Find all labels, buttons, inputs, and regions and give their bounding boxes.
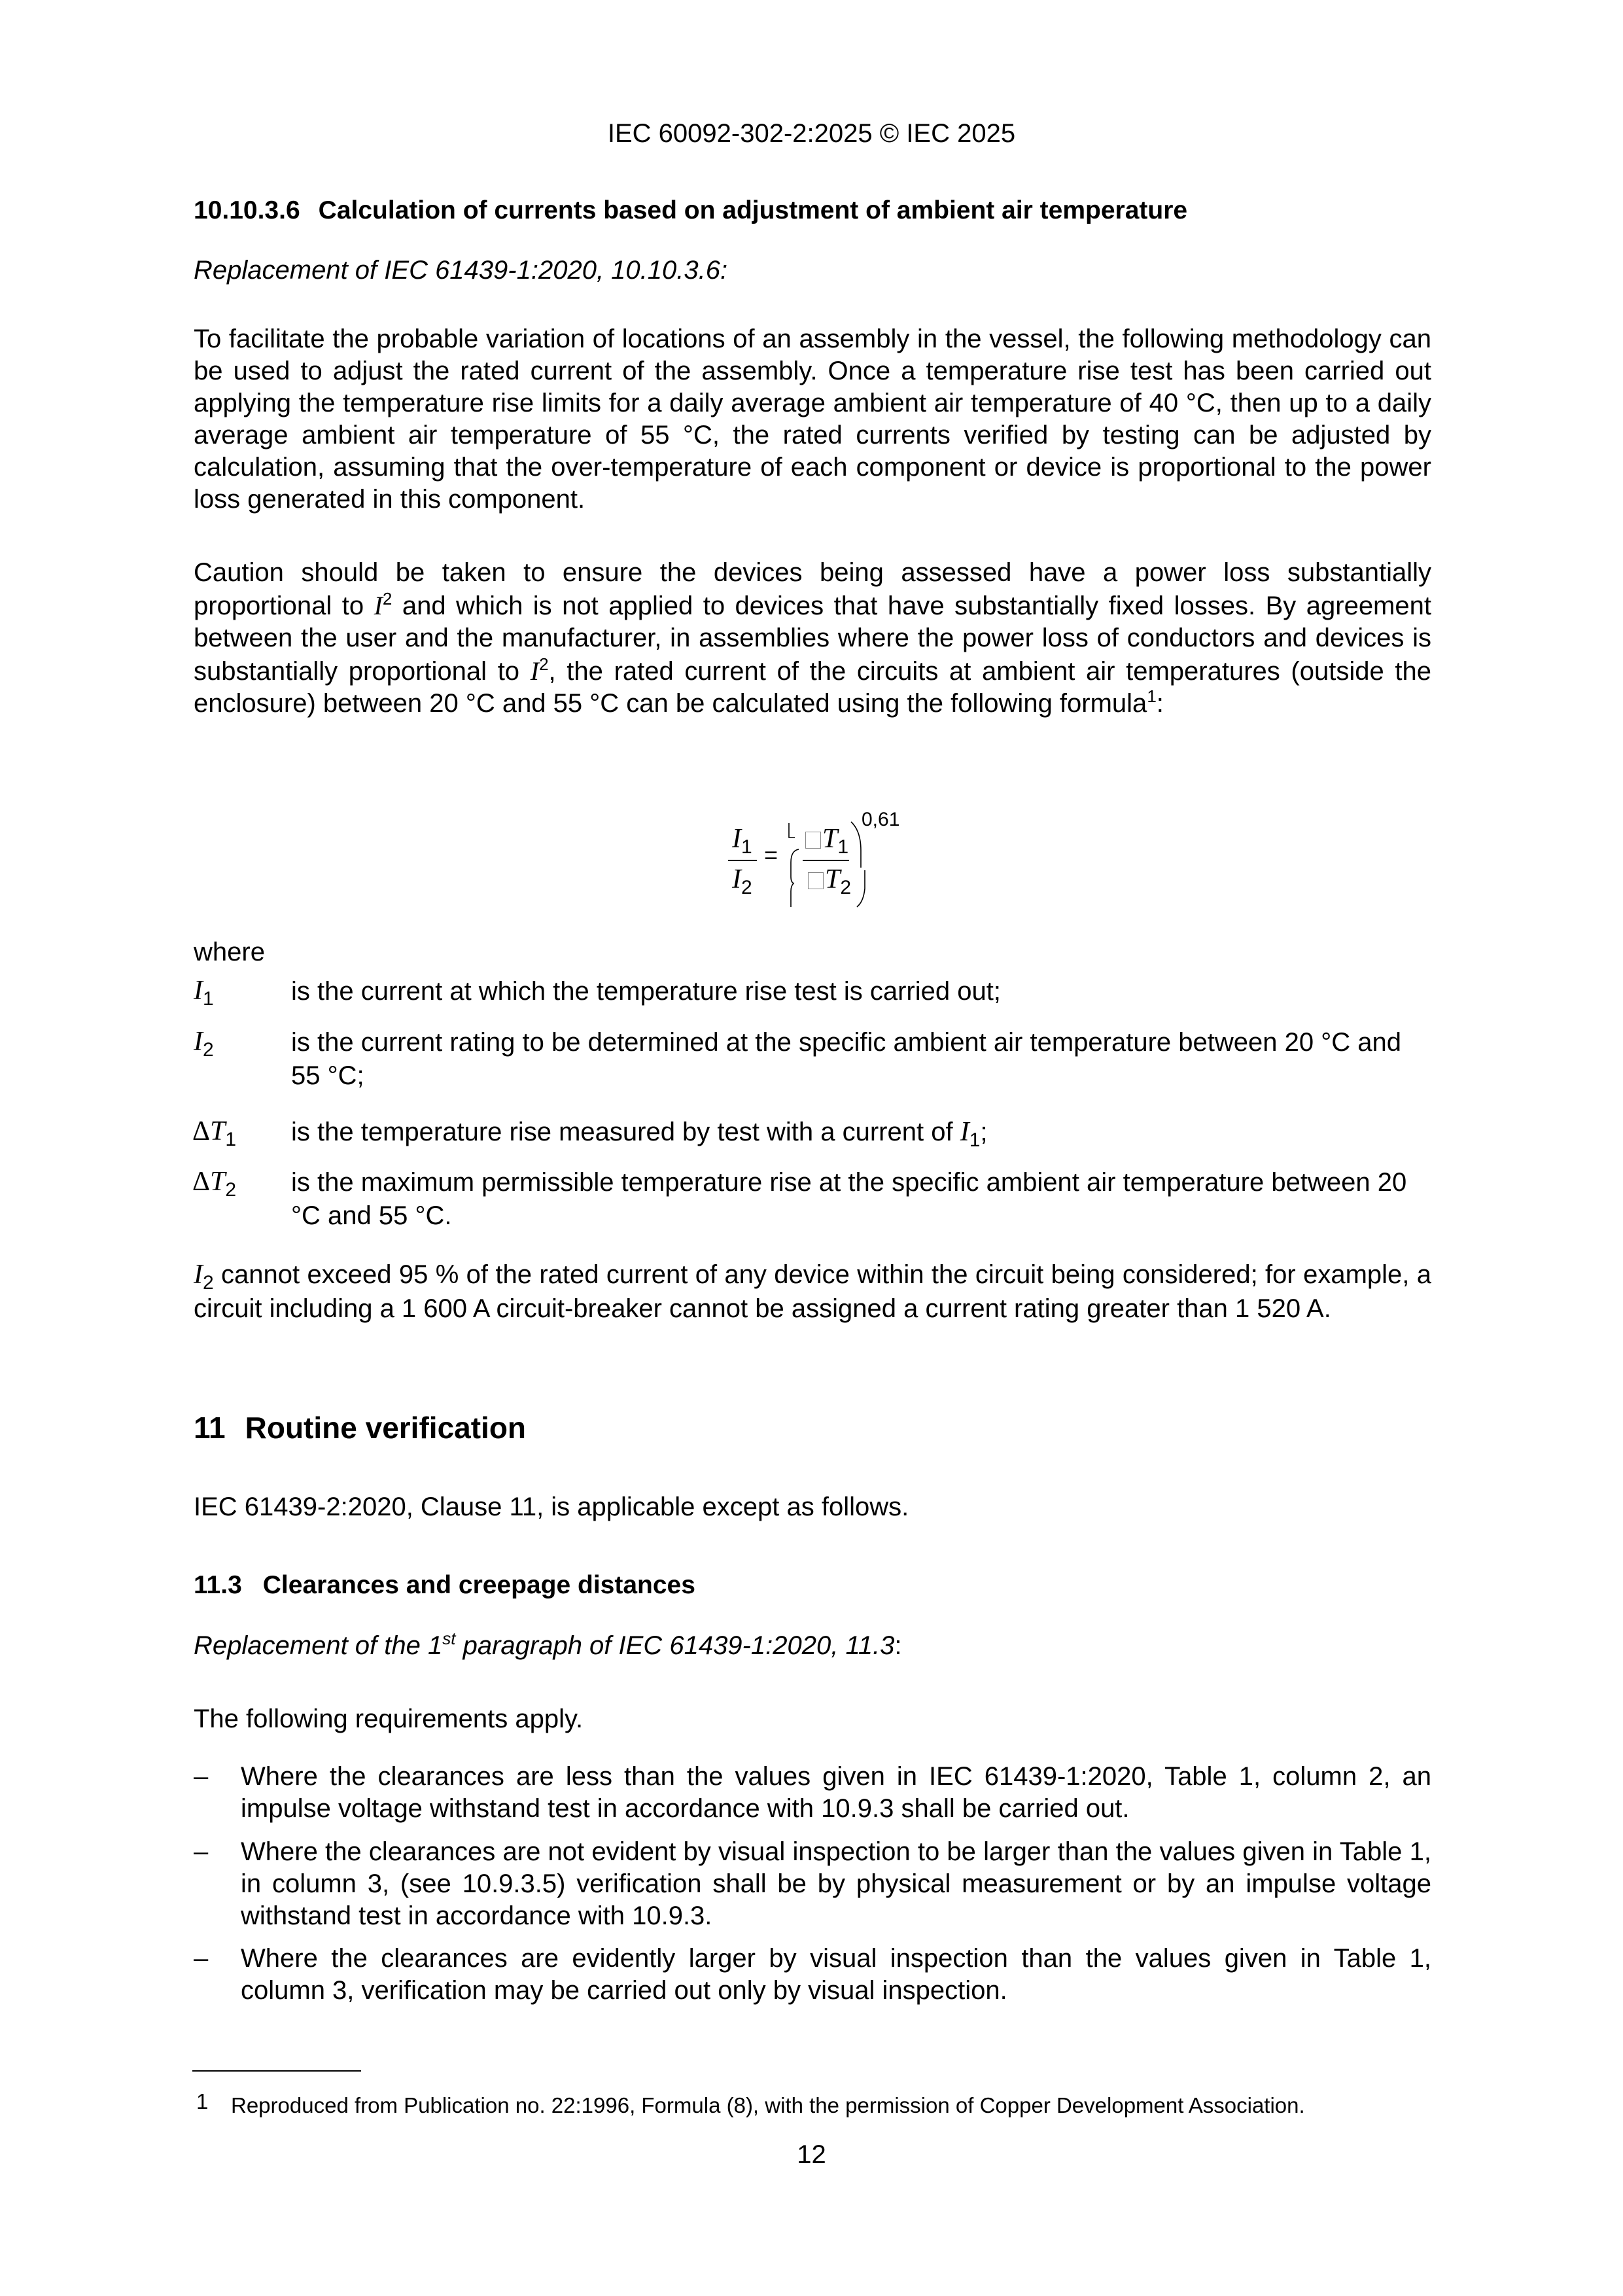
section-heading-11 <box>194 1409 1431 1446</box>
running-header: IEC 60092-302-2:2025 © IEC 2025 <box>607 119 1016 148</box>
formula-lhs-numerator: $I_1$ <box>732 824 752 858</box>
symbol-current: I <box>374 590 383 620</box>
definition-term: $\Delta T_2$ <box>192 1167 237 1201</box>
text-run: Replacement of the 1 <box>194 1631 443 1660</box>
footnote-text: Reproduced from Publication no. 22:1996, Formula (8), with the permission of Copper Development Association. <box>231 2093 1305 2117</box>
section-heading-11-3 <box>194 1569 1431 1601</box>
section-number: 10.10.3.6 <box>194 196 300 224</box>
text-run: and which is not applied to devices that have substantially fixed losses. By agreement between the user and the manufacturer, in assemblies where the power loss of conductors and devices is substantially proportional to <box>194 591 1431 686</box>
text-run: cannot exceed 95 % of the rated current of any device within the circuit being considered; for example, a circuit including a 1 600 A circuit-breaker cannot be assigned a current rating greater than 1 520 A. <box>194 1260 1431 1323</box>
replacement-note: Replacement of IEC 61439-1:2020, 10.10.3.6: <box>194 256 728 285</box>
section-heading-10-10-3-6 <box>194 194 1431 226</box>
superscript: 2 <box>539 654 549 674</box>
section-title: Routine verification <box>245 1411 527 1445</box>
text-run: , the rated current of the circuits at ambient air temperatures (outside the enclosure) between 20 °C and 55 °C can be calculated using the following formula <box>194 656 1431 718</box>
formula-equals: = <box>764 841 778 868</box>
text-run: paragraph of IEC 61439-1:2020, 11.3 <box>455 1631 895 1660</box>
definition-term: $\Delta T_1$ <box>192 1116 237 1150</box>
paragraph-caution <box>194 557 1431 720</box>
formula-rhs-numerator: $T_1$ <box>805 823 848 855</box>
missing-glyph-delta-icon <box>808 872 824 889</box>
list-dash: – <box>194 1762 209 1791</box>
text-run: Caution should be taken to ensure the devices being assessed have a power loss substantially proportional to <box>194 558 1431 620</box>
clause-11-intro: IEC 61439-2:2020, Clause 11, is applicable except as follows. <box>194 1492 909 1521</box>
text-run: : <box>894 1631 902 1660</box>
replacement-note <box>194 1630 1431 1662</box>
where-label: where <box>194 938 265 966</box>
paragraph-methodology: To facilitate the probable variation of locations of an assembly in the vessel, the following methodology can be used to adjust the rated current of the assembly. Once a temperature rise test has been carried out applying the temperature rise limits for a daily average ambient air temperature of 40 °C, then up to a daily average ambient air temperature of 55 °C, the rated currents verified by testing can be adjusted by calculation, assuming that the over-temperature of each component or device is proportional to the power loss generated in this component. <box>194 325 1431 514</box>
page-number: 12 <box>797 2140 826 2169</box>
footnote-reference[interactable]: 1 <box>1147 686 1157 706</box>
formula-exponent: 0,61 <box>862 809 900 830</box>
formula-lhs-denominator: $I_2$ <box>732 864 752 898</box>
subscript: 2 <box>203 1272 214 1294</box>
definition-text: is the current at which the temperature rise test is carried out; <box>291 977 1001 1006</box>
formula-current-ratio <box>723 811 913 910</box>
list-item-text: Where the clearances are less than the values given in IEC 61439-1:2020, Table 1, column 2, an impulse voltage withstand test in accordance with 10.9.3 shall be carried out. <box>241 1762 1431 1823</box>
symbol-current: I <box>530 656 540 686</box>
formula-rhs-denominator: $T_2$ <box>808 864 851 895</box>
list-item-text: Where the clearances are not evident by visual inspection to be larger than the values given in Table 1, in column 3, (see 10.9.3.5) verification shall be by physical measurement or by an impulse voltage withstand test in accordance with 10.9.3. <box>241 1837 1431 1930</box>
definition-text: is the current rating to be determined at the specific ambient air temperature between 20 °C and 55 °C; <box>291 1028 1401 1090</box>
footnote-number: 1 <box>196 2089 209 2113</box>
list-dash: – <box>194 1837 209 1866</box>
section-number: 11 <box>194 1411 226 1445</box>
text-run: : <box>1156 689 1164 718</box>
missing-glyph-delta-icon <box>805 832 821 849</box>
definition-term: $I_1$ <box>194 976 214 1010</box>
section-number: 11.3 <box>194 1571 242 1599</box>
superscript: st <box>442 1629 456 1648</box>
list-dash: – <box>194 1944 209 1973</box>
definition-text: is the temperature rise measured by test with a current of $I_1$; <box>291 1117 988 1151</box>
footnote-separator <box>192 2070 361 2072</box>
paragraph-current-limit <box>194 1258 1431 1326</box>
definition-term: $I_2$ <box>194 1027 214 1061</box>
section-title: Calculation of currents based on adjustment of ambient air temperature <box>318 196 1188 224</box>
section-title: Clearances and creepage distances <box>262 1571 695 1599</box>
superscript: 2 <box>382 588 393 609</box>
requirements-intro: The following requirements apply. <box>194 1704 584 1733</box>
symbol-current: I <box>194 1260 203 1290</box>
list-item-text: Where the clearances are evidently larger by visual inspection than the values given in Table 1, column 3, verification may be carried out only by visual inspection. <box>241 1944 1431 2005</box>
definition-text: is the maximum permissible temperature rise at the specific ambient air temperature between 20 °C and 55 °C. <box>291 1168 1407 1230</box>
